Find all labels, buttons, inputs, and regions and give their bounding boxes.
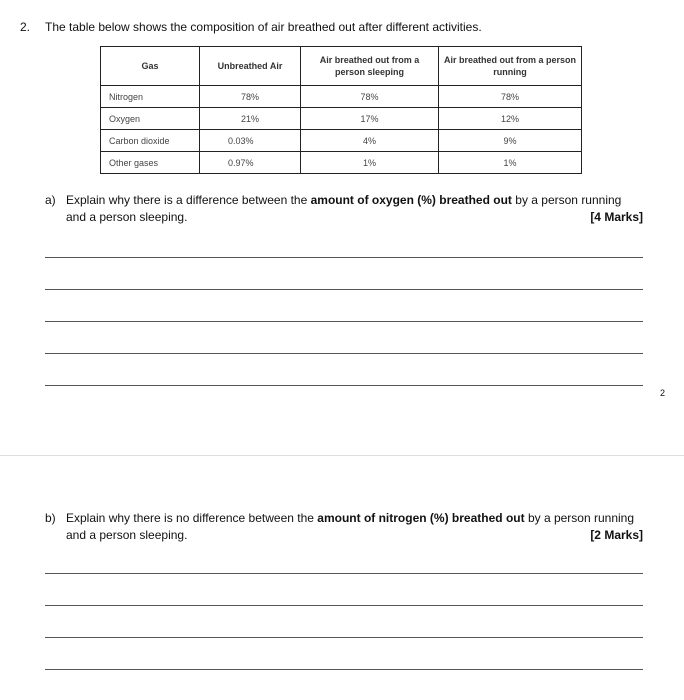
- part-b-marks: [2 Marks]: [590, 528, 643, 542]
- composition-table: [100, 46, 582, 174]
- gas-name: Oxygen: [101, 108, 200, 130]
- answer-line[interactable]: [45, 637, 643, 638]
- table-row: [101, 108, 582, 130]
- header-sleeping: Air breathed out from a person sleeping: [301, 47, 439, 86]
- running-value: 9%: [439, 130, 582, 152]
- gas-name: Carbon dioxide: [101, 130, 200, 152]
- part-a-marks: [4 Marks]: [590, 210, 643, 224]
- part-a-prompt: Explain why there is a difference between the amount of oxygen (%) breathed out by a person running and a person sleeping.: [66, 193, 622, 224]
- header-gas: Gas: [101, 47, 200, 86]
- unbreathed-value: 0.97%: [200, 152, 301, 174]
- sleeping-value: 1%: [301, 152, 439, 174]
- unbreathed-value: 78%: [200, 86, 301, 108]
- answer-line[interactable]: [45, 385, 643, 386]
- running-value: 12%: [439, 108, 582, 130]
- unbreathed-value: 21%: [200, 108, 301, 130]
- answer-line[interactable]: [45, 669, 643, 670]
- page-divider: [0, 455, 684, 456]
- table-row: [101, 86, 582, 108]
- table-row: [101, 130, 582, 152]
- header-unbreathed-air: Unbreathed Air: [200, 47, 301, 86]
- answer-line[interactable]: [45, 257, 643, 258]
- sleeping-value: 4%: [301, 130, 439, 152]
- part-b-letter: b): [45, 511, 56, 525]
- question-intro: The table below shows the composition of air breathed out after different activities.: [45, 20, 482, 34]
- answer-line[interactable]: [45, 321, 643, 322]
- page-number: 2: [660, 388, 666, 398]
- sleeping-value: 78%: [301, 86, 439, 108]
- header-running: Air breathed out from a person running: [439, 47, 582, 86]
- answer-line[interactable]: [45, 605, 643, 606]
- question-number: 2.: [20, 20, 31, 34]
- part-b-prompt: Explain why there is no difference between the amount of nitrogen (%) breathed out by a person running and a person sleeping.: [66, 511, 635, 542]
- sleeping-value: 17%: [301, 108, 439, 130]
- gas-name: Nitrogen: [101, 86, 200, 108]
- part-a-letter: a): [45, 193, 56, 207]
- table-header-row: [101, 47, 582, 86]
- running-value: 78%: [439, 86, 582, 108]
- answer-line[interactable]: [45, 573, 643, 574]
- answer-line[interactable]: [45, 353, 643, 354]
- answer-line[interactable]: [45, 289, 643, 290]
- table-row: [101, 152, 582, 174]
- gas-name: Other gases: [101, 152, 200, 174]
- running-value: 1%: [439, 152, 582, 174]
- unbreathed-value: 0.03%: [200, 130, 301, 152]
